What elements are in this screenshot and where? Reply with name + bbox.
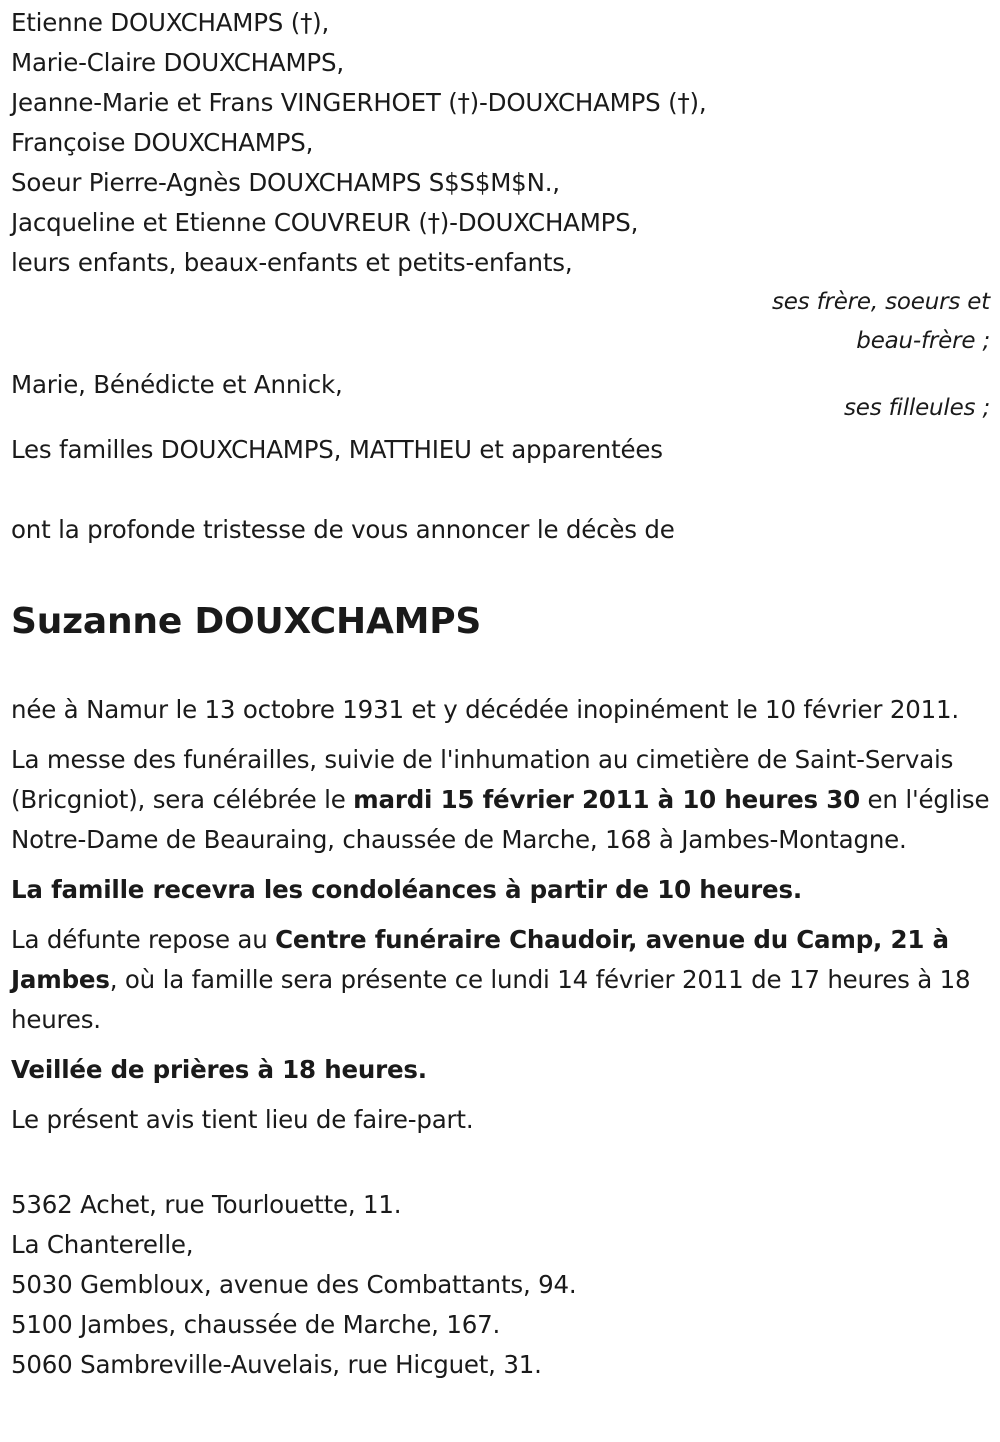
address-list: [11, 1185, 990, 1385]
family-member-line: leurs enfants, beaux-enfants et petits-enfants,: [11, 248, 573, 277]
deceased-name: Suzanne DOUXCHAMPS: [11, 601, 482, 642]
address-line: 5362 Achet, rue Tourlouette, 11.: [11, 1190, 402, 1219]
vigil-text: Veillée de prières à 18 heures.: [11, 1055, 427, 1084]
address-line: 5060 Sambreville-Auvelais, rue Hicguet, 31.: [11, 1350, 542, 1379]
family-member-line: Marie-Claire DOUXCHAMPS,: [11, 48, 344, 77]
relation-siblings: ses frère, soeurs et: [771, 289, 990, 315]
family-member-line: Etienne DOUXCHAMPS (†),: [11, 8, 330, 37]
address-line: 5030 Gembloux, avenue des Combattants, 94.: [11, 1270, 577, 1299]
relation-brother-in-law: beau-frère ;: [856, 328, 990, 354]
repose-text-part1: La défunte repose au: [11, 925, 276, 954]
families-line: Les familles DOUXCHAMPS, MATTHIEU et apparentées: [11, 435, 663, 464]
funeral-text-part1: La messe des funérailles, suivie de l'inhumation au cimetière de Saint-Servais (Bricgniot), sera célébrée le: [11, 745, 954, 814]
birth-death-text: née à Namur le 13 octobre 1931 et y décédée inopinément le 10 février 2011.: [11, 695, 959, 724]
notice-text: Le présent avis tient lieu de faire-part.: [11, 1105, 474, 1134]
repose-location: Centre funéraire Chaudoir, avenue du Camp, 21 à Jambes: [11, 925, 949, 994]
repose-text-part2: , où la famille sera présente ce lundi 14 février 2011 de 17 heures à 18 heures.: [11, 965, 971, 1034]
relation-goddaughters: ses filleules ;: [843, 395, 990, 421]
family-member-line: Françoise DOUXCHAMPS,: [11, 128, 314, 157]
announcement-text: ont la profonde tristesse de vous annoncer le décès de: [11, 515, 675, 544]
address-line: 5100 Jambes, chaussée de Marche, 167.: [11, 1310, 501, 1339]
goddaughters-line: Marie, Bénédicte et Annick,: [11, 370, 343, 399]
address-line: La Chanterelle,: [11, 1230, 194, 1259]
family-member-line: Soeur Pierre-Agnès DOUXCHAMPS S$S$M$N.,: [11, 168, 560, 197]
funeral-date: mardi 15 février 2011 à 10 heures 30: [353, 785, 860, 814]
funeral-text-part2: en l'église Notre-Dame de Beauraing, chaussée de Marche, 168 à Jambes-Montagne.: [11, 785, 990, 854]
family-member-line: Jeanne-Marie et Frans VINGERHOET (†)-DOUXCHAMPS (†),: [11, 88, 707, 117]
family-member-line: Jacqueline et Etienne COUVREUR (†)-DOUXCHAMPS,: [11, 208, 639, 237]
condolences-text: La famille recevra les condoléances à partir de 10 heures.: [11, 875, 802, 904]
family-list: [11, 0, 990, 283]
repose-text: [11, 920, 990, 1040]
funeral-text: [11, 740, 990, 860]
